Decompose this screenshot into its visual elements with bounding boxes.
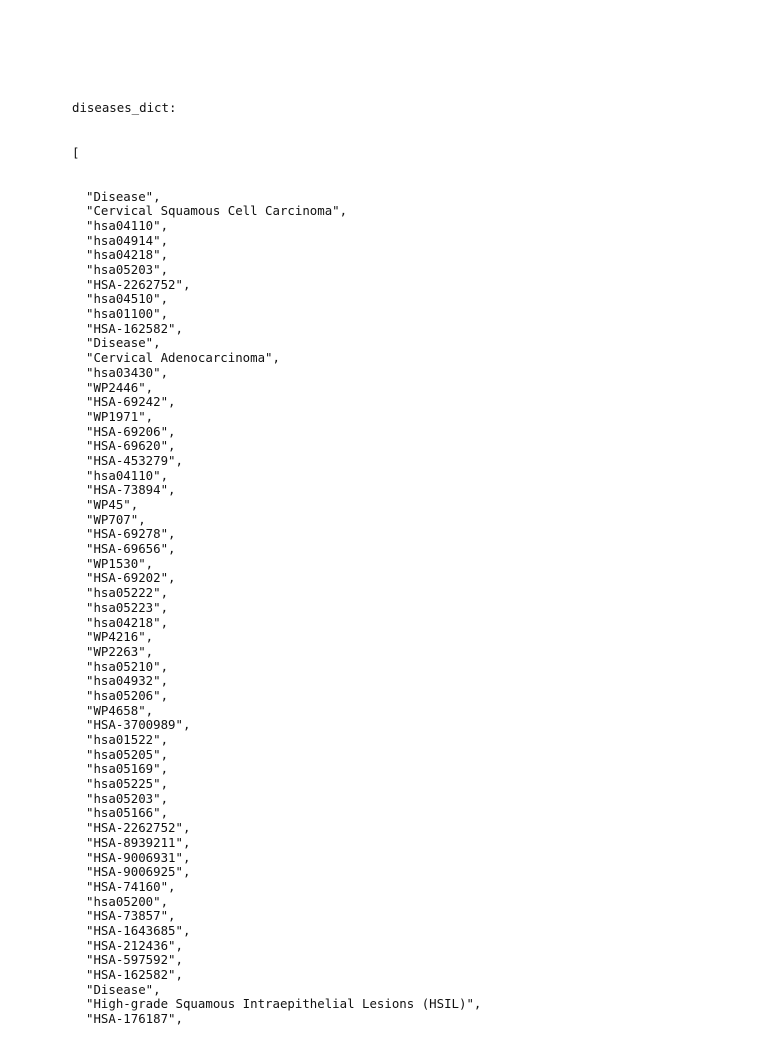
list-item: "hsa04510", [86,291,169,307]
list-item: "Disease", [86,335,161,351]
list-item: "HSA-9006931", [86,849,191,865]
list-item: "WP1530", [86,555,154,571]
list-item: "hsa04218", [86,614,169,630]
list-item: "hsa05222", [86,585,169,601]
list-item: "hsa05169", [86,761,169,777]
list-item: "Cervical Adenocarcinoma", [86,350,280,366]
list-item: "hsa04110", [86,217,169,233]
list-item: "HSA-3700989", [86,717,191,733]
list-item: "hsa05166", [86,805,169,821]
list-item: "HSA-162582", [86,967,183,983]
list-item: "WP4658", [86,702,154,718]
list-item: "HSA-162582", [86,320,183,336]
list-item: "HSA-73894", [86,482,176,498]
list-item: "HSA-9006925", [86,864,191,880]
list-item: "hsa04932", [86,673,169,689]
list-item: "hsa01100", [86,306,169,322]
list-item: "HSA-73857", [86,908,176,924]
list-item: "hsa04110", [86,467,169,483]
list-item: "WP1971", [86,408,154,424]
list-item: "HSA-69242", [86,394,176,410]
list-item: "High-grade Squamous Intraepithelial Lesions (HSIL)", [86,996,482,1012]
list-item: "WP2263", [86,643,154,659]
disease-entry-list [72,190,712,1027]
list-item: "HSA-8939211", [86,834,191,850]
list-item: "HSA-1643685", [86,922,191,938]
list-item: "HSA-2262752", [86,276,191,292]
list-item: "HSA-597592", [86,952,183,968]
list-item: "HSA-69206", [86,423,176,439]
list-item: "hsa05203", [86,790,169,806]
list-item: "hsa05200", [86,893,169,909]
list-item: "hsa03430", [86,364,169,380]
list-item: "hsa04914", [86,232,169,248]
list-item: "hsa05205", [86,746,169,762]
list-item: "WP707", [86,511,146,527]
list-item: "HSA-69620", [86,438,176,454]
list-item: "hsa05225", [86,776,169,792]
list-item: "Cervical Squamous Cell Carcinoma", [86,203,348,219]
list-item: "hsa04218", [86,247,169,263]
list-item: "HSA-69278", [86,526,176,542]
code-document [72,72,712,1027]
list-item: "Disease", [86,188,161,204]
list-item: "WP45", [86,497,139,513]
list-item: "HSA-176187", [86,1011,183,1027]
list-item: "HSA-453279", [86,452,183,468]
list-item: "Disease", [86,981,161,997]
list-item: "WP2446", [86,379,154,395]
list-item: "HSA-74160", [86,878,176,894]
list-item: "HSA-69656", [86,541,176,557]
list-item: "hsa05206", [86,687,169,703]
open-bracket: [ [72,144,80,160]
list-item: "WP4216", [86,629,154,645]
list-item: "hsa01522", [86,732,169,748]
list-item: "hsa05210", [86,658,169,674]
list-item: "HSA-2262752", [86,820,191,836]
list-item: "hsa05223", [86,599,169,615]
list-item: "hsa05203", [86,262,169,278]
variable-name: diseases_dict: [72,100,177,116]
list-item: "HSA-69202", [86,570,176,586]
list-item: "HSA-212436", [86,937,183,953]
